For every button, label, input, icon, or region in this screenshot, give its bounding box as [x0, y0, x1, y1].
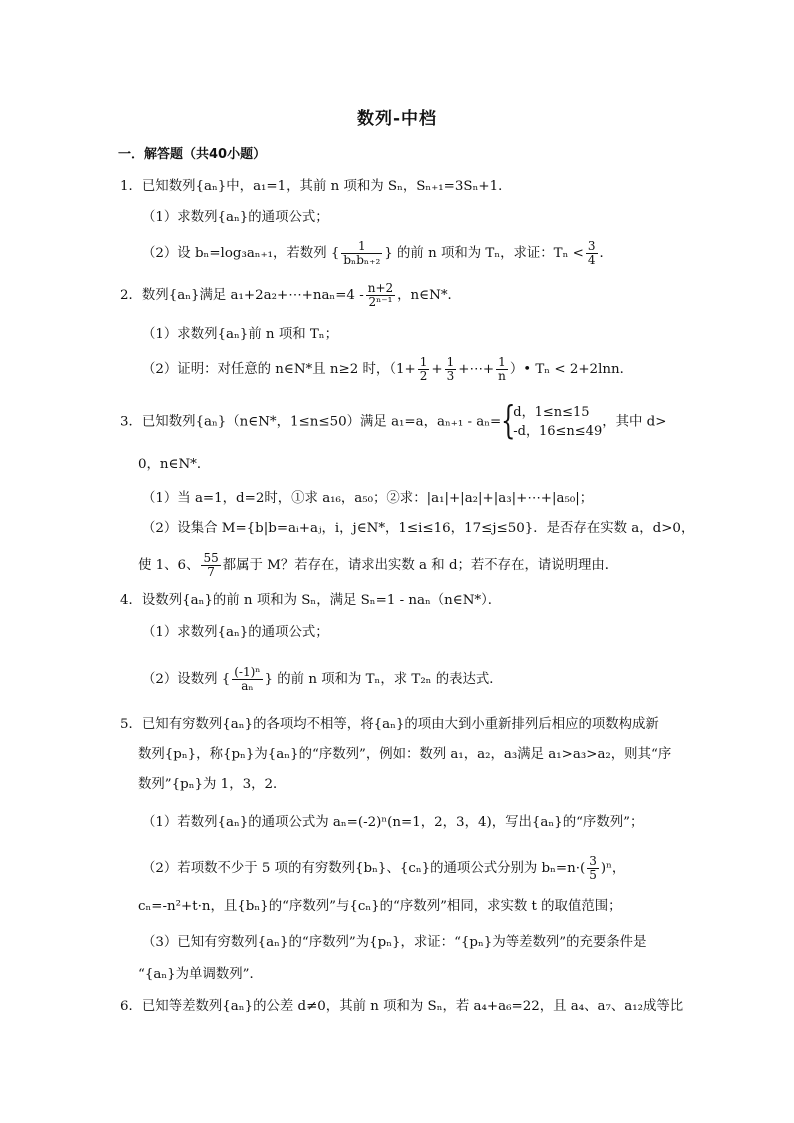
fraction-1-over-bn-bn2 — [341, 240, 382, 267]
fraction-1-over-3 — [445, 356, 457, 383]
problem-5-part-2-cont: cₙ=-n²+t·n，且{bₙ}的“序数列”与{cₙ}的“序数列”相同，求实数 t 的取值范围； — [138, 899, 622, 914]
problem-4-statement: 4．设数列{aₙ}的前 n 项和为 Sₙ，满足 Sₙ=1 - naₙ（n∈N*）． — [120, 593, 502, 608]
problem-5-part-2-text-b: )ⁿ， — [600, 861, 626, 876]
problem-3-text-b: ，其中 d> — [602, 414, 667, 430]
fraction-denominator: n — [498, 369, 506, 383]
problem-6-statement: 6．已知等差数列{aₙ}的公差 d≠0，其前 n 项和为 Sₙ，若 a₄+a₆=22，且 a₄、a₇、a₁₂成等比 — [120, 999, 684, 1014]
problem-3-part-2-cont — [138, 552, 618, 579]
fraction-numerator: 1 — [419, 355, 428, 369]
problem-3-text-a: 3．已知数列{aₙ}（n∈N*，1≤n≤50）满足 a₁=a，aₙ₊₁ - aₙ= — [120, 414, 502, 430]
problem-5-part-3-cont: “{aₙ}为单调数列”． — [138, 967, 263, 982]
fraction-denominator: 2 — [419, 369, 428, 383]
problem-5-statement-cont-1: 数列{pₙ}，称{pₙ}为{aₙ}的“序数列”，例如：数列 a₁，a₂，a₃满足 a₁>a₃>a₂，则其“序 — [138, 747, 672, 762]
problem-1-statement: 1．已知数列{aₙ}中，a₁=1，其前 n 项和为 Sₙ，Sₙ₊₁=3Sₙ+1． — [120, 179, 512, 194]
problem-1-part-2: （2）设 bₙ=log₃aₙ₊₁，若数列 { $\frac{1}{\text{bₙbₙ₊₂}}$ } 的前 n 项和为 Tₙ，求证：Tₙ < $\frac{3}{4}$ ． — [142, 239, 613, 267]
fraction-1-over-n — [496, 356, 508, 383]
fraction-3-over-5 — [587, 855, 599, 882]
problem-5-part-2 — [142, 855, 625, 882]
problem-3-part-2: （2）设集合 M={b|b=aᵢ+aⱼ，i，j∈N*，1≤i≤16，17≤j≤50}．是否存在实数 a，d>0， — [142, 521, 695, 536]
fraction-numerator: 3 — [587, 239, 596, 253]
fraction-numerator: 1 — [496, 356, 508, 370]
problem-3-part-2-text-a: 使 1、6、 — [138, 558, 200, 573]
problem-4-part-2-text-b: } 的前 n 项和为 Tₙ，求 T₂ₙ 的表达式． — [264, 672, 503, 687]
problem-2-text-b: ，n∈N*． — [397, 288, 461, 303]
case-row-1: d，1≤n≤15 — [513, 405, 590, 420]
problem-5-statement: 5．已知有穷数列{aₙ}的各项均不相等，将{aₙ}的项由大到小重新排列后相应的项数构成新 — [120, 717, 659, 732]
problem-3-statement-cont: 0，n∈N*． — [138, 457, 211, 472]
page-title: 数列-中档 — [356, 109, 438, 129]
fraction-numerator: n+2 — [367, 281, 394, 295]
fraction-numerator: (-1)ⁿ — [234, 665, 261, 679]
fraction-numerator: 55 — [203, 551, 219, 565]
problem-2-part-2-text-a: （2）证明：对任意的 n∈N*且 n≥2 时，（1+ — [142, 362, 416, 377]
fraction-denominator: 7 — [207, 565, 215, 579]
problem-4-part-2-text-a: （2）设数列 { — [142, 672, 231, 687]
problem-2-part-1: （1）求数列{aₙ}前 n 项和 Tₙ； — [142, 327, 338, 342]
fraction-1-over-2 — [418, 356, 430, 383]
problem-1-part-1: （1）求数列{aₙ}的通项公式； — [142, 210, 329, 225]
problem-2-part-2 — [142, 356, 633, 383]
problem-5-part-2-text-a: （2）若项数不少于 5 项的有穷数列{bₙ}、{cₙ}的通项公式分别为 bₙ=n·( — [142, 861, 586, 876]
fraction-n2-over-2n1 — [366, 282, 395, 309]
fraction-numerator: 1 — [341, 240, 382, 254]
fraction-denominator: bₙbₙ₊₂ — [343, 253, 381, 267]
problem-4-part-1: （1）求数列{aₙ}的通项公式； — [142, 625, 329, 640]
problem-5-part-1: （1）若数列{aₙ}的通项公式为 aₙ=(-2)ⁿ(n=1，2，3，4)，写出{aₙ}的“序数列”； — [142, 815, 644, 830]
fraction-denominator: 3 — [446, 369, 455, 383]
fraction-numerator: 1 — [446, 355, 455, 369]
piecewise-cases — [501, 398, 603, 442]
problem-3-part-1: （1）当 a=1，d=2时，①求 a₁₆，a₅₀；②求：|a₁|+|a₂|+|a₃|+⋯+|a₅₀|； — [142, 491, 594, 506]
problem-1-part-2-text-a: （2）设 bₙ=log₃aₙ₊₁，若数列 { — [142, 246, 340, 261]
fraction-3-over-4 — [586, 240, 598, 267]
fraction-denominator: 2ⁿ⁻¹ — [368, 295, 393, 309]
fraction-numerator: 3 — [589, 854, 597, 868]
fraction-neg1n-over-an — [232, 666, 262, 693]
problem-2-statement — [120, 282, 461, 309]
problem-3-part-2-text-b: 都属于 M？若存在，请求出实数 a 和 d；若不存在，请说明理由． — [222, 558, 619, 573]
plus-sign: + — [431, 362, 443, 377]
fraction-denominator: 4 — [587, 253, 596, 267]
problem-5-statement-cont-2: 数列”{pₙ}为 1，3，2． — [138, 777, 287, 792]
problem-1-part-2-text-b: } 的前 n 项和为 Tₙ，求证：Tₙ < — [384, 246, 584, 261]
case-row-2: -d，16≤n≤49 — [513, 424, 603, 439]
fraction-denominator: 5 — [589, 868, 597, 882]
problem-4-part-2 — [142, 666, 503, 693]
fraction-55-over-7 — [201, 552, 220, 579]
problem-2-text-a: 2．数列{aₙ}满足 a₁+2a₂+⋯+naₙ=4 - — [120, 288, 364, 303]
problem-3-statement — [120, 398, 667, 442]
fraction-denominator: aₙ — [241, 679, 254, 693]
problem-2-part-2-text-c: ）• Tₙ < 2+2lnn． — [509, 362, 633, 377]
problem-2-part-2-text-b: +⋯+ — [458, 362, 495, 377]
problem-5-part-3: （3）已知有穷数列{aₙ}的“序数列”为{pₙ}，求证：“{pₙ}为等差数列”的充要条件是 — [142, 935, 647, 950]
section-heading: 一．解答题（共40小题） — [118, 147, 267, 162]
left-brace: { — [501, 398, 516, 442]
